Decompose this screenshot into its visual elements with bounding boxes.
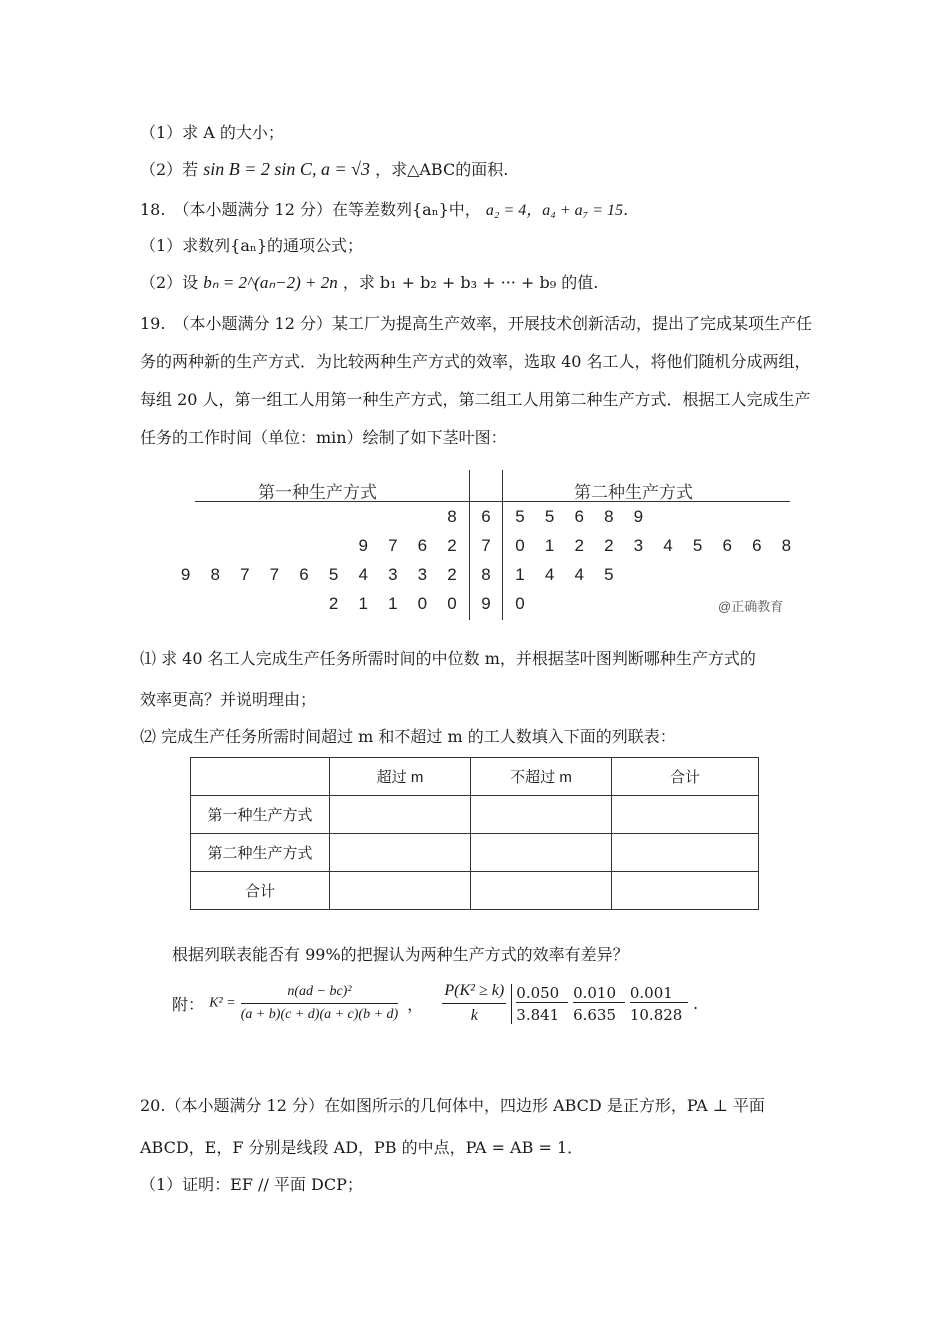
row-label-total: 合计 <box>191 872 330 910</box>
right-leaf: 0 <box>515 594 525 613</box>
left-leaf: 8 <box>447 507 457 526</box>
table-cell <box>471 834 612 872</box>
k-value: 6.635 <box>573 1005 617 1024</box>
right-leaf: 9 <box>633 507 644 526</box>
right-leaf: 1 <box>544 536 555 555</box>
left-leaf: 0 <box>447 594 457 613</box>
q19-intro: 19. （本小题满分 12 分）某工厂为提高生产效率，开展技术创新活动，提出了完成某项生产任务的两种新的生产方式．为比较两种生产方式的效率，选取 40 名工人，将他们随机分成两组，每组 20 人，第一组工人用第一种生产方式，第二组工人用第二种生产方式．根据工人完成生产任务的工作时间（单位：min）绘制了如下茎叶图： <box>140 314 812 447</box>
row-label-method1: 第一种生产方式 <box>191 796 330 834</box>
right-leaf: 4 <box>574 565 584 584</box>
q18-part2-suffix: ，求 b₁ + b₂ + b₃ + ··· + b₉ 的值. <box>342 273 599 292</box>
q18-formula: bₙ = 2^(aₙ−2) + 2n <box>203 273 338 292</box>
q18-condition: a₂ = 4，a₄ + a₇ = 15． <box>485 202 639 219</box>
q20-line1: 20.（本小题满分 12 分）在如图所示的几何体中，四边形 ABCD 是正方形，PA ⊥ 平面 <box>140 1096 765 1115</box>
q17-part2 <box>140 157 508 180</box>
q17-formula: sin B = 2 sin C, a = √3 <box>203 159 370 179</box>
table-row <box>191 872 759 910</box>
q18-header <box>140 197 639 220</box>
right-leaf: 8 <box>781 536 792 555</box>
header-total: 合计 <box>612 758 759 796</box>
stem: 8 <box>481 565 491 584</box>
p-value: 0.050 <box>516 984 568 1003</box>
right-leaf: 4 <box>544 565 555 584</box>
left-leaf: 2 <box>447 565 457 584</box>
critical-values <box>511 984 688 1024</box>
q18-part2 <box>140 270 598 293</box>
left-leaf: 6 <box>417 536 428 555</box>
left-leaf: 1 <box>358 594 368 613</box>
table-cell <box>471 796 612 834</box>
q17-part2-prefix: （2）若 <box>140 160 199 179</box>
right-leaf: 2 <box>574 536 584 555</box>
stem: 7 <box>481 536 491 555</box>
left-leaf: 7 <box>269 565 280 584</box>
q19-part1-line2: 效率更高？并说明理由； <box>140 690 317 709</box>
right-leaf: 4 <box>663 536 673 555</box>
right-leaf: 0 <box>515 536 525 555</box>
left-leaf: 7 <box>240 565 250 584</box>
stem-right-divider <box>502 470 503 620</box>
stem: 6 <box>481 507 491 526</box>
table-cell <box>612 872 759 910</box>
q18-header-text: 18. （本小题满分 12 分）在等差数列{aₙ}中， <box>140 200 481 219</box>
right-leaf: 8 <box>604 507 614 526</box>
q19-part1-line1: ⑴ 求 40 名工人完成生产任务所需时间的中位数 m，并根据茎叶图判断哪种生产方式的 <box>140 649 756 668</box>
q17-part2-suffix: ，求△ABC的面积. <box>375 160 509 179</box>
k2-numerator: n(ad − bc)² <box>241 984 399 1004</box>
left-leaf: 3 <box>388 565 398 584</box>
right-leaf: 5 <box>544 507 555 526</box>
q19-part2: ⑵ 完成生产任务所需时间超过 m 和不超过 m 的工人数填入下面的列联表： <box>140 727 676 746</box>
stem-left-divider <box>469 470 470 620</box>
right-leaf: 3 <box>633 536 644 555</box>
left-leaf: 9 <box>180 565 191 584</box>
p-value: 0.010 <box>573 984 625 1003</box>
right-leaf: 2 <box>604 536 614 555</box>
right-leaf: 6 <box>722 536 732 555</box>
left-leaf: 2 <box>328 594 339 613</box>
table-header-row <box>191 758 759 796</box>
stem: 9 <box>481 594 491 613</box>
right-leaf: 5 <box>604 565 614 584</box>
k2-denominator: (a + b)(c + d)(a + c)(b + d) <box>240 1007 399 1022</box>
left-leaf: 5 <box>328 565 339 584</box>
k-value: 10.828 <box>629 1005 683 1024</box>
prob-denominator: k <box>470 1007 478 1024</box>
p-value: 0.001 <box>630 984 688 1003</box>
stem-leaf-plot <box>180 470 800 620</box>
appendix-label: 附： <box>172 995 205 1014</box>
header-not-exceed: 不超过 m <box>471 758 612 796</box>
k2-fraction <box>241 984 399 1023</box>
header-exceed: 超过 m <box>330 758 471 796</box>
q20-part1: （1）证明：EF // 平面 DCP； <box>140 1175 363 1194</box>
table-corner <box>191 758 330 796</box>
right-leaf: 6 <box>752 536 762 555</box>
q18-part2-prefix: （2）设 <box>140 273 199 292</box>
prob-fraction <box>442 982 506 1025</box>
right-leaf: 6 <box>574 507 584 526</box>
left-leaf: 3 <box>417 565 428 584</box>
appendix: 附： K² = $\frac{\text{n(ad − bc)²}}{(a + b)(c + d)(a + c)(b + d)}$ ， $\frac{\text{P(K² ≥ k)}}{k}$ 0.050 0.010 0.001 3.841 6.635 10.828 . <box>172 982 699 1024</box>
right-title: 第二种生产方式 <box>574 483 693 502</box>
table-cell <box>471 872 612 910</box>
k-value: 3.841 <box>516 1005 560 1024</box>
left-leaf: 4 <box>358 565 368 584</box>
q19-question: 根据列联表能否有 99%的把握认为两种生产方式的效率有差异？ <box>172 945 629 964</box>
left-leaf: 9 <box>358 536 368 555</box>
left-leaf: 0 <box>417 594 428 613</box>
header-rule <box>195 501 790 502</box>
table-cell <box>612 834 759 872</box>
q18-part1: （1）求数列{aₙ}的通项公式； <box>140 236 364 255</box>
table-cell <box>330 796 471 834</box>
table-row <box>191 796 759 834</box>
prob-numerator: P(K² ≥ k) <box>442 982 506 1004</box>
left-leaf: 6 <box>299 565 309 584</box>
right-leaf: 5 <box>515 507 525 526</box>
table-cell <box>330 872 471 910</box>
left-leaf: 1 <box>388 594 398 613</box>
k2-lhs: K² = <box>209 995 236 1011</box>
q20-line2: ABCD，E，F 分别是线段 AD，PB 的中点，PA = AB = 1． <box>140 1138 584 1157</box>
q17-part1: （1）求 A 的大小； <box>140 123 284 142</box>
contingency-table <box>190 757 759 910</box>
watermark: @正确教育 <box>718 599 784 614</box>
left-leaf: 2 <box>447 536 457 555</box>
table-cell <box>330 834 471 872</box>
row-label-method2: 第二种生产方式 <box>191 834 330 872</box>
left-leaf: 8 <box>210 565 220 584</box>
left-title: 第一种生产方式 <box>258 483 377 502</box>
table-cell <box>612 796 759 834</box>
left-leaf: 7 <box>388 536 398 555</box>
right-leaf: 1 <box>515 565 525 584</box>
table-row <box>191 834 759 872</box>
right-leaf: 5 <box>692 536 703 555</box>
